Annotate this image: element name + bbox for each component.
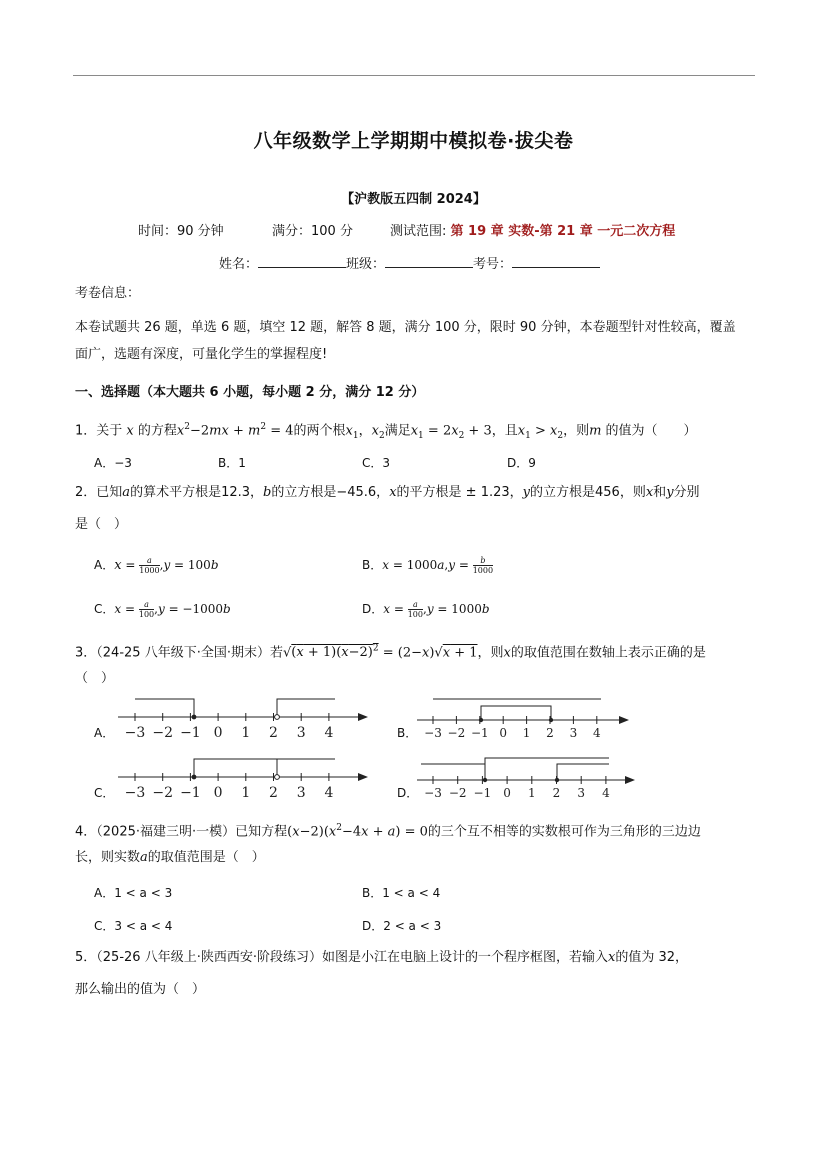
q3-line2: （ ） bbox=[75, 671, 115, 686]
q3-c-labels bbox=[125, 785, 334, 801]
tick-label: 1 bbox=[241, 785, 251, 801]
tick-label: −1 bbox=[470, 726, 489, 740]
tick-label: 2 bbox=[269, 725, 278, 741]
tick-label: 0 bbox=[213, 785, 223, 801]
q1-text: 的值为（ ） bbox=[601, 423, 697, 439]
q3-text: 的取值范围在数轴上表示正确的是 bbox=[510, 645, 706, 661]
tick-label: 2 bbox=[269, 785, 278, 801]
q4-option-b[interactable]: B．1 < a < 4 bbox=[362, 886, 441, 900]
q4-text: 的三个互不相等的实数根可作为三角形的三边边 bbox=[427, 824, 701, 840]
tick-label: −3 bbox=[124, 725, 146, 741]
q2-text: 已知 bbox=[96, 485, 123, 500]
question-2: 2．已知a的算术平方根是12.3，b的立方根是−45.6，x的平方根是 ± 1.23，y的立方根是456，则x和y分别 bbox=[75, 485, 700, 500]
q1-text: 的方程 bbox=[133, 423, 177, 439]
q1-number: 1． bbox=[75, 423, 97, 439]
tick-label: 1 bbox=[241, 725, 251, 741]
q4-option-c[interactable]: C．3 < a < 4 bbox=[94, 919, 173, 933]
q3-numberline-b bbox=[413, 694, 633, 742]
q5-line2: 那么输出的值为（ ） bbox=[75, 982, 206, 997]
q4-option-d[interactable]: D．2 < a < 3 bbox=[362, 919, 442, 933]
q3-b-labels bbox=[424, 726, 601, 740]
q2-text: 的立方根是−45.6， bbox=[271, 485, 390, 500]
q4-text: 已知方程 bbox=[235, 824, 288, 840]
q2-option-c-label: C． bbox=[94, 602, 115, 616]
tick-label: −3 bbox=[424, 786, 442, 800]
q3-text: ，则 bbox=[477, 645, 504, 661]
name-input[interactable] bbox=[258, 254, 346, 268]
tick-label: 4 bbox=[592, 726, 601, 740]
q2-option-a-label: A． bbox=[94, 558, 115, 572]
question-1: 1．关于 x 的方程$x^2-2mx + m^2 = 4$的两个根$x_1$，$x_2$满足$x_1 = 2x_2 + 3$，且$x_1 > x_2$，则m 的值为（ ） bbox=[75, 422, 697, 441]
q3-numberline-c bbox=[110, 754, 370, 802]
edition-label: 【沪教版五四制 2024】 bbox=[341, 192, 486, 207]
section-heading: 一、选择题（本大题共 6 小题，每小题 2 分，满分 12 分） bbox=[75, 385, 425, 400]
range-label-text: 测试范围: bbox=[390, 224, 447, 239]
tick-label: 1 bbox=[527, 786, 536, 800]
q5-number: 5． bbox=[75, 950, 97, 965]
q4-text: 的取值范围是（ ） bbox=[147, 850, 265, 865]
tick-label: 4 bbox=[602, 786, 610, 800]
range-value: 第 19 章 实数-第 21 章 一元二次方程 bbox=[450, 224, 676, 239]
q5-text: 的值为 32， bbox=[615, 950, 689, 965]
q1-option-a[interactable]: A．−3 bbox=[94, 456, 132, 470]
tick-label: −3 bbox=[424, 726, 442, 740]
header-rule bbox=[73, 75, 755, 76]
q1-text: 的两个根 bbox=[293, 423, 346, 439]
q5-source: （25-26 八年级上·陕西西安·阶段练习） bbox=[96, 950, 322, 965]
tick-label: 3 bbox=[577, 786, 586, 800]
tick-label: 0 bbox=[503, 786, 511, 800]
q1-option-d[interactable]: D．9 bbox=[507, 456, 536, 470]
q2-text: 的平方根是 ± 1.23， bbox=[396, 485, 523, 500]
q2-option-a[interactable]: A．x = $\frac{a}{1000}$ ,y = 100b bbox=[94, 556, 219, 575]
tick-label: −2 bbox=[152, 725, 174, 741]
q3-option-a-label[interactable]: A． bbox=[94, 726, 115, 740]
class-input[interactable] bbox=[385, 254, 473, 268]
q3-option-d-label[interactable]: D． bbox=[397, 786, 419, 800]
tick-label: −1 bbox=[473, 786, 492, 800]
info-line1: 本卷试题共 26 题，单选 6 题，填空 12 题，解答 8 题，满分 100 分，限时 90 分钟，本卷题型针对性较高，覆盖 bbox=[75, 320, 736, 335]
q4-line2: 长，则实数a的取值范围是（ ） bbox=[75, 850, 265, 865]
tick-label: 0 bbox=[213, 725, 223, 741]
student-fields bbox=[219, 253, 600, 272]
q3-source: （24-25 八年级下·全国·期末） bbox=[96, 645, 270, 661]
info-line2: 面广，选题有深度，可量化学生的掌握程度! bbox=[75, 347, 328, 362]
q3-number: 3． bbox=[75, 645, 97, 661]
q3-a-labels bbox=[125, 725, 334, 741]
q3-text: 若 bbox=[269, 645, 283, 661]
tick-label: 0 bbox=[499, 726, 508, 740]
page-title: 八年级数学上学期期中模拟卷·拔尖卷 bbox=[253, 130, 574, 152]
question-3: 3．（24-25 八年级下·全国·期末）若$√(x + 1)(x-2)^2 = (2-x)√x + 1$，则x的取值范围在数轴上表示正确的是 bbox=[75, 644, 706, 661]
q2-number: 2． bbox=[75, 485, 97, 500]
q5-text: 如图是小江在电脑上设计的一个程序框图，若输入 bbox=[321, 950, 608, 965]
q3-d-labels bbox=[424, 786, 610, 800]
q1-text: ，则 bbox=[563, 423, 590, 439]
q2-text: 分别 bbox=[673, 485, 700, 500]
time-label: 时间：90 分钟 bbox=[138, 224, 224, 239]
q2-text: 和 bbox=[653, 485, 667, 500]
tick-label: 2 bbox=[546, 726, 554, 740]
q1-text: ， bbox=[358, 423, 372, 439]
q2-option-b-label: B． bbox=[362, 558, 383, 572]
tick-label: 3 bbox=[569, 726, 578, 740]
tick-label: 1 bbox=[522, 726, 531, 740]
q1-option-b[interactable]: B．1 bbox=[218, 456, 246, 470]
tick-label: −2 bbox=[448, 786, 467, 800]
q1-text: 满足 bbox=[384, 423, 411, 439]
score-label: 满分：100 分 bbox=[272, 224, 353, 239]
tick-label: −2 bbox=[447, 726, 466, 740]
q3-option-b-label[interactable]: B． bbox=[397, 726, 418, 740]
q2-option-d[interactable]: D．x = $\frac{a}{100}$ ,y = 1000b bbox=[362, 600, 490, 619]
q4-text: 长，则实数 bbox=[75, 850, 141, 865]
q2-option-b[interactable]: B．x = 1000a,y = $\frac{b}{1000}$ bbox=[362, 556, 494, 575]
tick-label: 3 bbox=[296, 785, 306, 801]
tick-label: 2 bbox=[552, 786, 561, 800]
tick-label: −2 bbox=[152, 785, 174, 801]
q4-source: （2025·福建三明·一模） bbox=[96, 824, 236, 840]
q1-text: 关于 bbox=[96, 423, 127, 439]
q1-text: ，且 bbox=[491, 423, 518, 439]
q1-option-c[interactable]: C．3 bbox=[362, 456, 391, 470]
tick-label: 4 bbox=[324, 725, 334, 741]
tick-label: −1 bbox=[180, 785, 201, 801]
q4-number: 4． bbox=[75, 824, 97, 840]
name-label: 姓名： bbox=[219, 257, 259, 272]
q2-text: 的算术平方根是12.3， bbox=[130, 485, 264, 500]
question-5: 5．（25-26 八年级上·陕西西安·阶段练习）如图是小江在电脑上设计的一个程序框图，若输入x的值为 32， bbox=[75, 950, 689, 965]
class-label: 班级： bbox=[346, 257, 386, 272]
number-input[interactable] bbox=[512, 254, 600, 268]
q3-numberline-d bbox=[413, 754, 643, 802]
tick-label: −3 bbox=[124, 785, 146, 801]
number-label: 考号： bbox=[473, 257, 513, 272]
q2-option-d-label: D． bbox=[362, 602, 384, 616]
q2-option-c[interactable]: C．x = $\frac{a}{100}$ ,y = −1000b bbox=[94, 600, 231, 619]
info-heading: 考卷信息： bbox=[75, 286, 141, 301]
tick-label: 4 bbox=[324, 785, 334, 801]
q2-line2: 是（ ） bbox=[75, 517, 128, 532]
q3-numberline-a bbox=[110, 694, 370, 742]
q4-option-a[interactable]: A．1 < a < 3 bbox=[94, 886, 173, 900]
tick-label: −1 bbox=[180, 725, 201, 741]
range-label bbox=[390, 220, 675, 239]
q3-option-c-label[interactable]: C． bbox=[94, 786, 115, 800]
question-4: 4．（2025·福建三明·一模）已知方程$(x-2)(x^2-4x + a) = 0$的三个互不相等的实数根可作为三角形的三边边 bbox=[75, 823, 701, 840]
q2-text: 的立方根是456，则 bbox=[530, 485, 646, 500]
tick-label: 3 bbox=[296, 725, 306, 741]
